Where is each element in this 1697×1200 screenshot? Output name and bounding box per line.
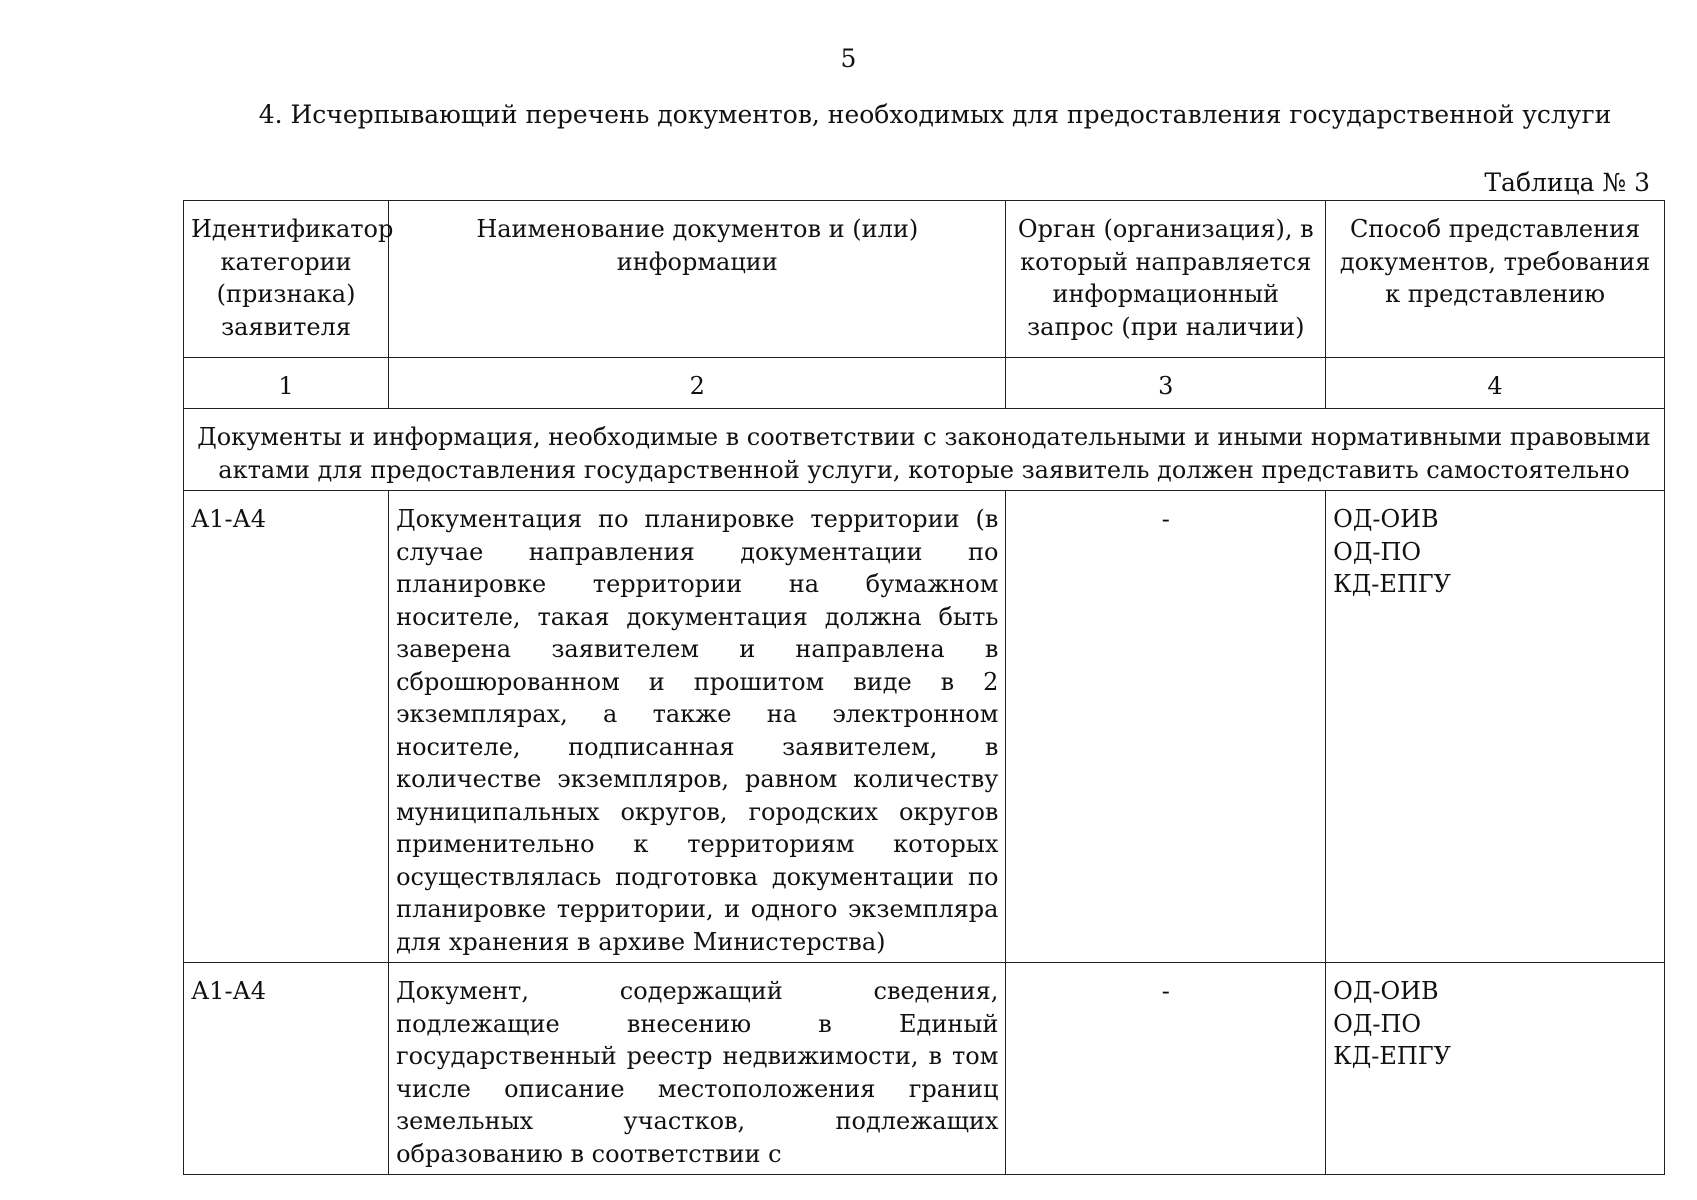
column-number-row (184, 358, 1665, 409)
column-number-3: 3 (1006, 358, 1326, 409)
table-caption: Таблица № 3 (1484, 168, 1650, 197)
row-identifier: А1-А4 (184, 491, 389, 963)
section-row-text: Документы и информация, необходимые в соответствии с законодательными и иными нормативными правовыми актами для предоставления государственной услуги, которые заявитель должен представить самостоятельно (184, 409, 1665, 491)
column-number-4: 4 (1326, 358, 1665, 409)
method-item: КД-ЕПГУ (1333, 1042, 1452, 1070)
row-methods (1326, 491, 1665, 963)
row-authority: - (1006, 491, 1326, 963)
method-item: ОД-ПО (1333, 1009, 1422, 1038)
method-item: ОД-ОИВ (1333, 505, 1439, 533)
row-authority: - (1006, 963, 1326, 1175)
section-row (184, 409, 1665, 491)
row-identifier: А1-А4 (184, 963, 389, 1175)
section-heading: 4. Исчерпывающий перечень документов, необходимых для предоставления государственной услуги (258, 100, 1612, 129)
page-number: 5 (840, 44, 857, 73)
documents-table (183, 200, 1665, 1175)
column-number-1: 1 (184, 358, 389, 409)
header-authority: Орган (организация), в который направляется информационный запрос (при наличии) (1006, 201, 1326, 358)
method-item: ОД-ПО (1333, 537, 1422, 566)
header-document-name: Наименование документов и (или) информации (389, 201, 1006, 358)
method-item: КД-ЕПГУ (1333, 570, 1452, 598)
method-item: ОД-ОИВ (1333, 977, 1439, 1005)
row-methods (1326, 963, 1665, 1175)
row-document: Документ, содержащий сведения, подлежащие внесению в Единый государственный реестр недвижимости, в том числе описание местоположения границ земельных участков, подлежащих образованию в соответствии с (389, 963, 1006, 1175)
table-header-row (184, 201, 1665, 358)
column-number-2: 2 (389, 358, 1006, 409)
header-identifier: Идентификатор категории (признака) заявителя (184, 201, 389, 358)
row-document: Документация по планировке территории (в случае направления документации по планировке территории на бумажном носителе, такая документация должна быть заверена заявителем и направлена в сброшюрованном и прошитом виде в 2 экземплярах, а также на электронном носителе, подписанная заявителем, в количестве экземпляров, равном количеству муниципальных округов, городских округов применительно к территориям которых осуществлялась подготовка документации по планировке территории, и одного экземпляра для хранения в архиве Министерства) (389, 491, 1006, 963)
table-row (184, 491, 1665, 963)
table-row (184, 963, 1665, 1175)
header-submission-method: Способ представления документов, требования к представлению (1326, 201, 1665, 358)
